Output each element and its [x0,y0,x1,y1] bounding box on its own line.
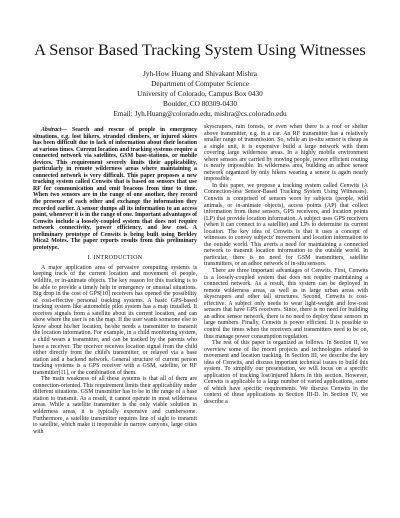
intro-paragraph-2-cont: skyscrapers, rain forests, or even when there is a roof or shelter above transmitter, e.g. in a car. An RF transmitter has a relatively smaller range of transmission. So, while an in-situ sensor is cheap as a single unit, it is expensive build a large network with them covering large wilderness areas. In a highly mobile environment where sensors are carried by moving people, power efficient routing is nearly impossible. In wilderness area, building an adhoc sensor network organized by only hikers wearing a sensor is again nearly impossible. [204,124,368,183]
left-column [33,127,197,435]
author-university: University of Colorado, Campus Box 0430 [137,89,263,98]
intro-paragraph-1: A major application area of pervasive computing systems is keeping track of the current location and movement of people, wildlife, or in-animate objects. The key reason for this tracking is to be able to provide a timely help in emergency or unusual situations. Big drop in the cost of GPS[10] receivers has opened the possibility of cost-effective personal tracking systems. A basic GPS-based tracking system like automobile pilot system has a map installed. It receives signals from a satellite about its current location, and can show where the user is on the map. If the user wants someone else to know about his/her location, he/she needs a transmitter to transmit the location information. For example, in a child monitoring system, a child wears a transmitter, and can be tracked by the parents who have a receiver. The receiver receives location signal from the child either directly from the child's transmitter, or relayed via a base station and a backend network. General structure of current person tracking systems is a GPS receiver with a GSM, satellite, or RF transmitter[11], or the combination of them. [33,264,197,376]
author-names: Jyh-How Huang and Shivakant Mishra [143,69,257,78]
paper-title: A Sensor Based Tracking System Using Witnesses [34,40,366,59]
abstract [33,127,197,251]
abstract-text: — Search and rescue of people in emergency situations, e.g. lost hikers, stranded climbers, or injured skiers has been difficult due to lack of information about their location at various times. Current location and tracking systems require a connected network via satellites, GSM base-stations, or mobile devices. This requirement severely limits their applicability, particularly in remote wilderness areas where maintaining a connected network is very difficult. This paper proposes a new tracking system called Cenwits that is based on sensors that use RF for communication and emit beacons from time to time. When two sensors are in the range of one another, they record the presence of each other and exchange the information they recorded earlier. A sensor dumps all its information to an access point, whenever it is in the range of one. Important advantages of Cenwits include a loosely-coupled system that does not require network connectivity, power efficiency, and low cost. A preliminary prototype of Cenwits is being built using Berkley Mica2 Motes. The paper reports results from this preliminary prototype. [33,127,198,251]
intro-paragraph-4: There are three important advantages of Cenwits. First, Cenwits is a loosely-coupled system that does not require maintaining a connected network. As a result, this system can be deployed in remote wilderness areas, as well as in large urban areas with skyscrapers and other tall structures. Second, Cenwits is cost-effective. A subject only needs to wear light-weight and low-cost sensors that have GPS receivers. Since, there is no need for building an adhoc sensor network, there is no need to deploy these sensors in large numbers. Finally, Cenwits is power efficient. It is possible to control the times when the receivers and transmitters need to be on, thus manage power consumption regulation. [204,268,368,340]
intro-paragraph-5: The rest of this paper is organized as follows. In Section II, we overview some of the recent projects and technologies related to movement and location tracking. In Section III, we describe the key idea of Cenwits, and discuss important technical issues to build this system. To simplify our presentation, we will focus on a specific application of tracking lost/injured hikers in this section. However, Cenwits is applicable to a large number of varied applications, some of which have specific requirements. We discuss Cenwits in the context of these applications in Section III-D. In Section IV, we describe a [204,340,368,405]
author-city: Boulder, CO 80309-0430 [162,99,238,108]
author-department: Department of Computer Science [151,79,249,88]
abstract-label: Abstract [41,127,62,133]
section-heading-introduction: I. INTRODUCTION [87,255,143,262]
author-block [0,69,400,119]
right-column [204,124,368,406]
intro-paragraph-2: The main weakness of all these systems is that all of them are connection-oriented. This requirement limits their applicability under different situations. GSM transmitter has to be in the range of a base station to transmit. As a result, it cannot operate in most wilderness areas. While a satellite transmitter is the only viable solution in wilderness areas, it is typically expensive and cumbersome. Furthermore, a satellite transmitter requires line of sight to transmit to satellite, which make it inoperable in narrow canyons, large cities with [33,376,197,435]
author-email: Email: Jyh.Huang@colorado.edu, mishra@cs.colorado.edu [113,109,287,118]
intro-paragraph-3: In this paper, we propose a tracking system called Cenwits (A Connection-less Sensor-Based Tracking System Using Witnesses). Cenwits is comprised of sensors worn by subjects (people, wild animals, or in-animate objects), access points (AP) that collect information from these sensors, GPS receivers, and location points (LP) that provide location information. A subject uses GPS receivers (when it can connect to a satellite) and LPs to determine its current location. The key idea of Cenwits is that it uses a concept of witnesses to convey subjects' movement and location information to the outside world. This averts a need for maintaining a connected network to transmit location information to the outside world. In particular, there is no need for GSM transmitters, satellite transmitters, or an adhoc network of in-situ sensors. [204,182,368,268]
